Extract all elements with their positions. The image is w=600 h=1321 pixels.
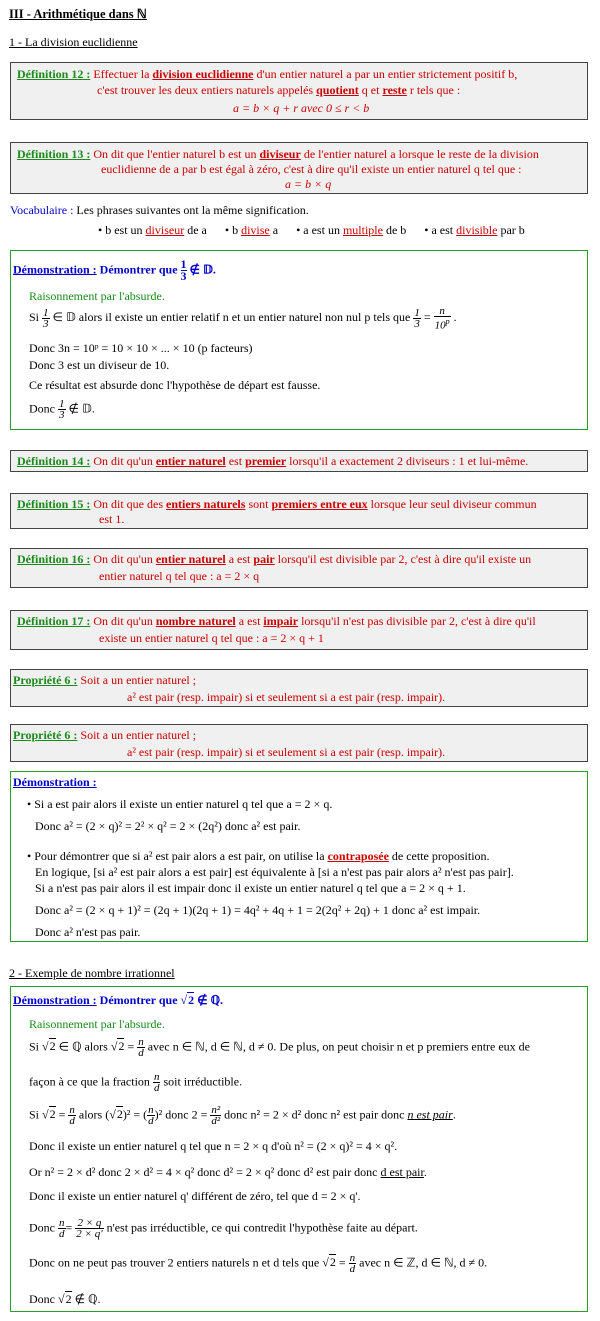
division-formula: a = b × q + r avec 0 ≤ r < b [233, 101, 370, 115]
demonstration-3: Démonstration : Démontrer que √2 ∉ ℚ. Raisonnement par l'absurde. Si √2 ∈ ℚ alors √2 = $\frac{n}{d}$ avec n ∈ ℕ, d ∈ ℕ, d ≠ 0. De plus, on peut choisir n et p premiers entre eux de façon à ce que la fraction $\frac{n}{d}$ soit irréductible. Si √2 = $\frac{n}{d}$ alors (√2)² = ( $\frac{n}{d}$ )² donc 2 = $\frac{\text{n²}}{\text{d²}}$ donc n² = 2 × d² donc n² est pair donc n est pair. Donc il existe un entier naturel q tel que n = 2 × q d'où n² = (2 × q)² = 4 × q². Or n² = 2 × d² donc 2 × d² = 4 × q² donc d² = 2 × q² donc d² est pair donc d est pair. Donc il existe un entier naturel q' différent de zéro, tel que d = 2 × q'. Donc $\frac{n}{d}$ = $\frac{2 \times q}{2 \times q'}$ n'est pas irréductible, ce qui contredit l'hypothèse faite au départ. Donc on ne peut pas trouver 2 entiers naturels n et d tels que √2 = $\frac{n}{d}$ avec n ∈ ℤ, d ∈ ℕ, d ≠ 0. Donc √2 ∉ ℚ. [10, 986, 588, 1312]
definition-16: Définition 16 : On dit qu'un entier naturel a est pair lorsqu'il est divisible par 2, c'est à dire qu'il existe un entier naturel q tel que : a = 2 × q [10, 548, 588, 588]
vocabulary-list: • b est un diviseur de a • b divise a • a est un multiple de b • a est divisible par b [98, 223, 525, 237]
demonstration-1: Démonstration : Démontrer que $\frac{1}{3}$ ∉ 𝔻. Raisonnement par l'absurde. Si $\frac{1}{3}$ ∈ 𝔻 alors il existe un entier relatif n et un entier naturel non nul p tels que $\frac{1}{3}$ = $\frac{n}{10^p}$ . Donc 3n = 10ᵖ = 10 × 10 × ... × 10 (p facteurs) Donc 3 est un diviseur de 10. Ce résultat est absurde donc l'hypothèse de départ est fausse. Donc $\frac{1}{3}$ ∉ 𝔻. [10, 250, 588, 430]
subsection-irrational: 2 - Exemple de nombre irrationnel [9, 966, 175, 980]
definition-17: Définition 17 : On dit qu'un nombre naturel a est impair lorsqu'il n'est pas divisible par 2, c'est à dire qu'il existe un entier naturel q tel que : a = 2 × q + 1 [10, 610, 588, 650]
definition-12: Définition 12 : Effectuer la division euclidienne d'un entier naturel a par un entier strictement positif b, c'est trouver les deux entiers naturels appelés quotient q et reste r tels que : a = b × q + r avec 0 ≤ r < b [10, 62, 588, 120]
property-6: Propriété 6 : Soit a un entier naturel ; a² est pair (resp. impair) si et seulement si a est pair (resp. impair). [10, 669, 588, 707]
property-6-repeat: Propriété 6 : Soit a un entier naturel ; a² est pair (resp. impair) si et seulement si a est pair (resp. impair). [10, 724, 588, 762]
subsection-division: 1 - La division euclidienne [9, 35, 138, 49]
demonstration-2: Démonstration : • Si a est pair alors il existe un entier naturel q tel que a = 2 × q. Donc a² = (2 × q)² = 2² × q² = 2 × (2q²) donc a² est pair. • Pour démontrer que si a² est pair alors a est pair, on utilise la contraposée de cette proposition. En logique, [si a² est pair alors a est pair] est équivalente à [si a n'est pas pair alors a² n'est pas pair]. Si a n'est pas pair alors il est impair donc il existe un entier naturel q tel que a = 2 × q + 1. Donc a² = (2 × q + 1)² = (2q + 1)(2q + 1) = 4q² + 4q + 1 = 2(2q² + 2q) + 1 donc a² est impair. Donc a² n'est pas pair. [10, 771, 588, 942]
definition-14: Définition 14 : On dit qu'un entier naturel est premier lorsqu'il a exactement 2 diviseurs : 1 et lui-même. [10, 450, 588, 472]
definition-15: Définition 15 : On dit que des entiers naturels sont premiers entre eux lorsque leur seul diviseur commun est 1. [10, 493, 588, 529]
vocabulary: Vocabulaire : Les phrases suivantes ont la même signification. [10, 203, 309, 217]
definition-13: Définition 13 : On dit que l'entier naturel b est un diviseur de l'entier naturel a lorsque le reste de la division euclidienne de a par b est égal à zéro, c'est à dire qu'il existe un entier naturel q tel que : a = b × q [10, 142, 588, 194]
definition-label: Définition 12 : [17, 67, 91, 81]
section-title: III - Arithmétique dans ℕ [9, 7, 147, 21]
